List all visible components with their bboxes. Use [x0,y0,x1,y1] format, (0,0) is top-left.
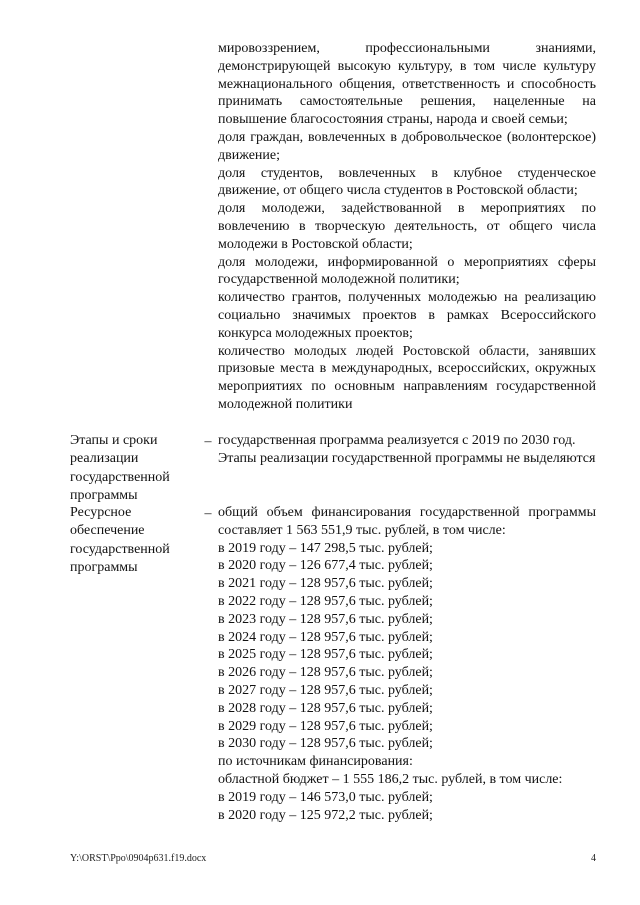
year-amount: в 2024 году – 128 957,6 тыс. рублей; [218,629,433,645]
dash-text: – [204,506,212,521]
year-amount: в 2023 году – 128 957,6 тыс. рублей; [218,611,433,627]
year-amount: в 2021 году – 128 957,6 тыс. рублей; [218,576,433,592]
resources-dash [202,504,214,523]
stages-content [218,432,596,468]
stages-label [70,432,208,506]
year-amount: в 2030 году – 128 957,6 тыс. рублей; [218,736,433,752]
year-amount: в 2027 году – 128 957,6 тыс. рублей; [218,682,433,698]
resources-label [70,504,208,578]
year-amount: в 2019 году – 146 573,0 тыс. рублей; [218,789,433,805]
resources-intro: общий объем финансирования государственной программы составляет 1 563 551,9 тыс. рублей, в том числе: [218,505,596,538]
year-amount: в 2028 году – 128 957,6 тыс. рублей; [218,700,433,716]
stages-line: государственная программа реализуется с 2019 по 2030 год. [218,433,576,448]
indicator-paragraph: доля граждан, вовлеченных в добровольческое (волонтерское) движение; [218,129,596,163]
indicator-paragraph: доля молодежи, задействованной в мероприятиях по вовлечению в творческую деятельность, от общего числа молодежи в Ростовской области; [218,201,596,252]
indicator-paragraph: доля студентов, вовлеченных в клубное студенческое движение, от общего числа студентов в Ростовской области; [218,165,596,199]
stages-line: Этапы реализации государственной программы не выделяются [218,450,596,466]
indicator-paragraph: количество грантов, полученных молодежью на реализацию социально значимых проектов в рамках Всероссийского конкурса молодежных проектов; [218,290,596,341]
indicator-paragraph: количество молодых людей Ростовской области, занявших призовые места в международных, всероссийских, окружных мероприятиях по основным направлениям государственной молодежной политики [218,343,596,412]
stages-label-text: Этапы и сроки реализации государственной программы [70,433,170,504]
year-amount: в 2020 году – 126 677,4 тыс. рублей; [218,558,433,574]
resources-years-list [218,540,596,754]
year-amount: в 2026 году – 128 957,6 тыс. рублей; [218,665,433,681]
year-amount: в 2025 году – 128 957,6 тыс. рублей; [218,647,433,663]
indicators-continued [218,40,596,414]
footer-file-path: Y:\ORST\Ppo\0904p631.f19.docx [70,853,207,864]
year-amount: в 2020 году – 125 972,2 тыс. рублей; [218,807,433,823]
dash-text: – [204,434,212,449]
year-amount: в 2019 году – 147 298,5 тыс. рублей; [218,540,433,556]
year-amount: в 2029 году – 128 957,6 тыс. рублей; [218,718,433,734]
indicator-paragraph: доля молодежи, информированной о мероприятиях сферы государственной молодежной политики; [218,254,596,288]
regional-budget: областной бюджет – 1 555 186,2 тыс. рублей, в том числе: [218,771,563,787]
resources-label-text: Ресурсное обеспечение государственной программы [70,505,170,576]
stages-dash [202,432,214,451]
footer-page-number: 4 [591,853,596,864]
year-amount: в 2022 году – 128 957,6 тыс. рублей; [218,593,433,609]
indicator-paragraph: мировоззрением, профессиональными знаниями, демонстрирующей высокую культуру, в том числе культуру межнационального общения, ответственность и способность принимать самостоятельные решения, нацеленные на повышение благосостояния страны, народа и своей семьи; [218,41,596,128]
sources-label: по источникам финансирования: [218,754,413,770]
resources-content [218,504,596,824]
